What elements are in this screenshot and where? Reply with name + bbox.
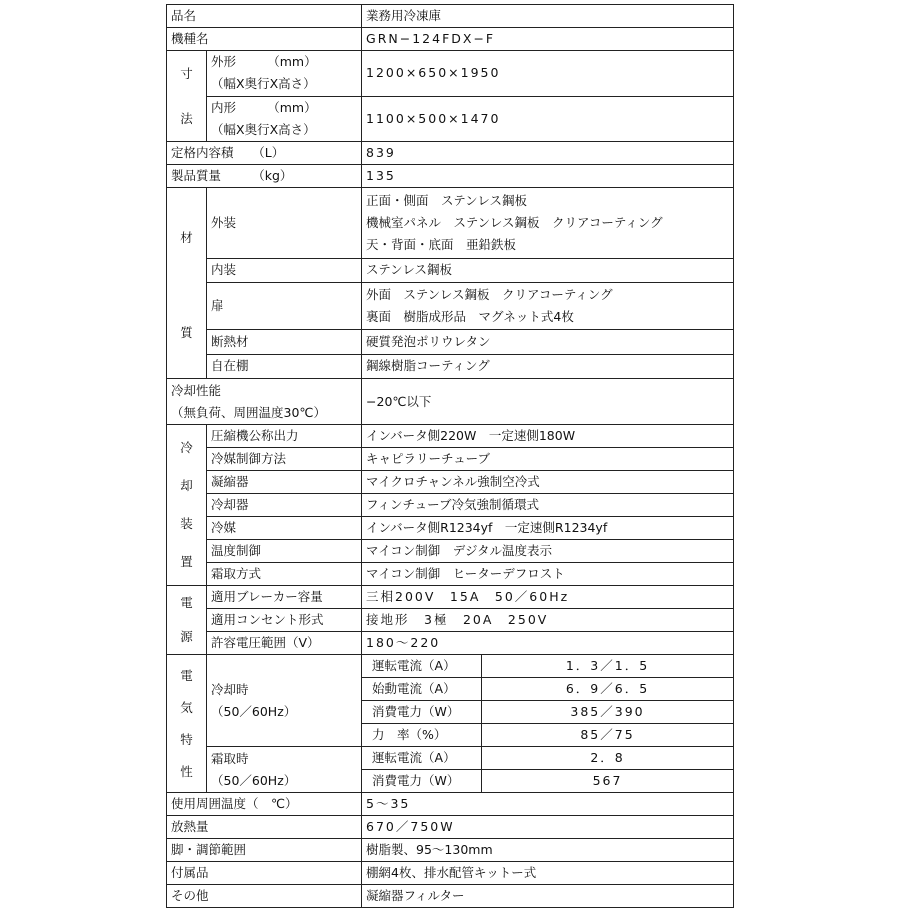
row-label: 品名	[167, 5, 362, 28]
table-row	[167, 563, 734, 586]
table-row	[167, 471, 734, 494]
row-label: 圧縮機公称出力	[207, 425, 362, 448]
table-row	[167, 28, 734, 51]
row-label: 付属品	[167, 862, 362, 885]
label-line: 冷却性能	[171, 382, 222, 398]
table-row	[167, 258, 734, 282]
row-value: マイコン制御 デジタル温度表示	[362, 540, 734, 563]
row-label: 断熱材	[207, 330, 362, 354]
group-char: 気	[180, 699, 193, 715]
row-label: 冷却器	[207, 494, 362, 517]
group-char: 電	[180, 595, 193, 610]
row-label: 外装	[207, 188, 362, 259]
row-label: 機種名	[167, 28, 362, 51]
row-value: マイクロチャンネル強制空冷式	[362, 471, 734, 494]
label-line: （50／60Hz）	[211, 772, 297, 788]
sub-label: 力 率（%）	[362, 724, 482, 747]
value-line: 裏面 樹脂成形品 マグネット式4枚	[366, 309, 574, 325]
table-row	[167, 96, 734, 142]
row-label	[207, 51, 362, 97]
row-value: マイコン制御 ヒーターデフロスト	[362, 563, 734, 586]
row-label: 製品質量 （kg）	[167, 165, 362, 188]
group-char: 法	[180, 111, 193, 126]
row-value: 棚網4枚、排水配管キットー式	[362, 862, 734, 885]
label-line: 外形 （mm）	[211, 54, 317, 70]
row-value: 接地形 3極 20A 250V	[362, 609, 734, 632]
table-row	[167, 517, 734, 540]
row-label: 冷媒	[207, 517, 362, 540]
row-value: 1100×500×1470	[362, 96, 734, 142]
value-line: 外面 ステンレス鋼板 クリアコーティング	[366, 287, 613, 303]
row-label: 扉	[207, 282, 362, 329]
sub-label: 消費電力（W）	[362, 701, 482, 724]
table-row	[167, 51, 734, 97]
group-label-dimensions	[167, 51, 207, 142]
group-char: 質	[180, 325, 193, 340]
group-char: 材	[180, 230, 193, 245]
sub-label: 消費電力（W）	[362, 770, 482, 793]
row-value: 凝縮器フィルター	[362, 885, 734, 908]
table-row	[167, 142, 734, 165]
table-row	[167, 793, 734, 816]
row-value: 樹脂製、95〜130mm	[362, 839, 734, 862]
row-label: 定格内容積 （L）	[167, 142, 362, 165]
row-label: 許容電圧範囲（V）	[207, 632, 362, 655]
group-label-power	[167, 586, 207, 655]
table-row	[167, 330, 734, 354]
row-value: −20℃以下	[362, 379, 734, 425]
sub-label: 始動電流（A）	[362, 678, 482, 701]
row-value: 硬質発泡ポリウレタン	[362, 330, 734, 354]
table-row	[167, 354, 734, 378]
sub-value: 85／75	[482, 724, 734, 747]
table-row	[167, 586, 734, 609]
sub-label: 運転電流（A）	[362, 655, 482, 678]
row-value: 839	[362, 142, 734, 165]
row-label: 使用周囲温度（ ℃）	[167, 793, 362, 816]
row-value: 鋼線樹脂コーティング	[362, 354, 734, 378]
row-value: 5〜35	[362, 793, 734, 816]
group-char: 冷	[180, 440, 193, 455]
row-value: ステンレス鋼板	[362, 258, 734, 282]
row-label: 脚・調節範囲	[167, 839, 362, 862]
group-char: 寸	[180, 66, 193, 81]
table-row	[167, 839, 734, 862]
label-line: 冷却時	[211, 681, 249, 697]
group-label-cooling-unit	[167, 425, 207, 586]
group-char: 特	[180, 731, 193, 747]
table-row	[167, 747, 734, 770]
table-row	[167, 816, 734, 839]
row-label: 適用ブレーカー容量	[207, 586, 362, 609]
table-row	[167, 282, 734, 329]
row-label: その他	[167, 885, 362, 908]
group-label-material	[167, 188, 207, 379]
label-line: （無負荷、周囲温度30℃）	[171, 404, 326, 420]
table-row	[167, 425, 734, 448]
row-label: 冷媒制御方法	[207, 448, 362, 471]
table-row	[167, 885, 734, 908]
row-value: 三相200V 15A 50／60Hz	[362, 586, 734, 609]
row-label	[207, 96, 362, 142]
sub-value: 385／390	[482, 701, 734, 724]
sub-label: 運転電流（A）	[362, 747, 482, 770]
label-line: （50／60Hz）	[211, 703, 297, 719]
row-label	[207, 655, 362, 747]
row-label: 霜取方式	[207, 563, 362, 586]
label-line: 霜取時	[211, 750, 249, 766]
table-row	[167, 632, 734, 655]
table-row	[167, 379, 734, 425]
label-line: 内形 （mm）	[211, 99, 317, 115]
row-value: インバータ側R1234yf 一定速側R1234yf	[362, 517, 734, 540]
group-char: 電	[180, 667, 193, 683]
label-line: （幅X奥行X高さ）	[211, 76, 316, 92]
row-value: 業務用冷凍庫	[362, 5, 734, 28]
row-value: 180〜220	[362, 632, 734, 655]
row-label	[167, 379, 362, 425]
table-row	[167, 165, 734, 188]
table-row	[167, 448, 734, 471]
table-row	[167, 862, 734, 885]
table-row	[167, 5, 734, 28]
sub-value: 567	[482, 770, 734, 793]
group-char: 置	[180, 554, 193, 569]
row-label: 放熱量	[167, 816, 362, 839]
row-label: 凝縮器	[207, 471, 362, 494]
group-label-electrical	[167, 655, 207, 793]
row-label: 自在棚	[207, 354, 362, 378]
table-row	[167, 655, 734, 678]
table-row	[167, 609, 734, 632]
row-label: 適用コンセント形式	[207, 609, 362, 632]
value-line: 天・背面・底面 亜鉛鉄板	[366, 236, 517, 252]
row-value	[362, 282, 734, 329]
row-value: 1200×650×1950	[362, 51, 734, 97]
row-label	[207, 747, 362, 793]
group-char: 装	[180, 516, 193, 531]
row-value	[362, 188, 734, 259]
table-row	[167, 494, 734, 517]
row-value: キャピラリーチューブ	[362, 448, 734, 471]
row-value: 135	[362, 165, 734, 188]
value-line: 機械室パネル ステンレス鋼板 クリアコーティング	[366, 214, 663, 230]
table-row	[167, 540, 734, 563]
group-char: 却	[180, 478, 193, 493]
sub-value: 6．9／6．5	[482, 678, 734, 701]
table-row	[167, 188, 734, 259]
value-line: 正面・側面 ステンレス鋼板	[366, 192, 527, 208]
group-char: 源	[180, 629, 193, 644]
row-value: GRN−124FDX−F	[362, 28, 734, 51]
sub-value: 2．8	[482, 747, 734, 770]
row-label: 温度制御	[207, 540, 362, 563]
row-label: 内装	[207, 258, 362, 282]
row-value: フィンチューブ冷気強制循環式	[362, 494, 734, 517]
row-value: インバータ側220W 一定速側180W	[362, 425, 734, 448]
sub-value: 1．3／1．5	[482, 655, 734, 678]
spec-table	[166, 4, 734, 908]
group-char: 性	[180, 763, 193, 779]
label-line: （幅X奥行X高さ）	[211, 121, 316, 137]
row-value: 670／750W	[362, 816, 734, 839]
